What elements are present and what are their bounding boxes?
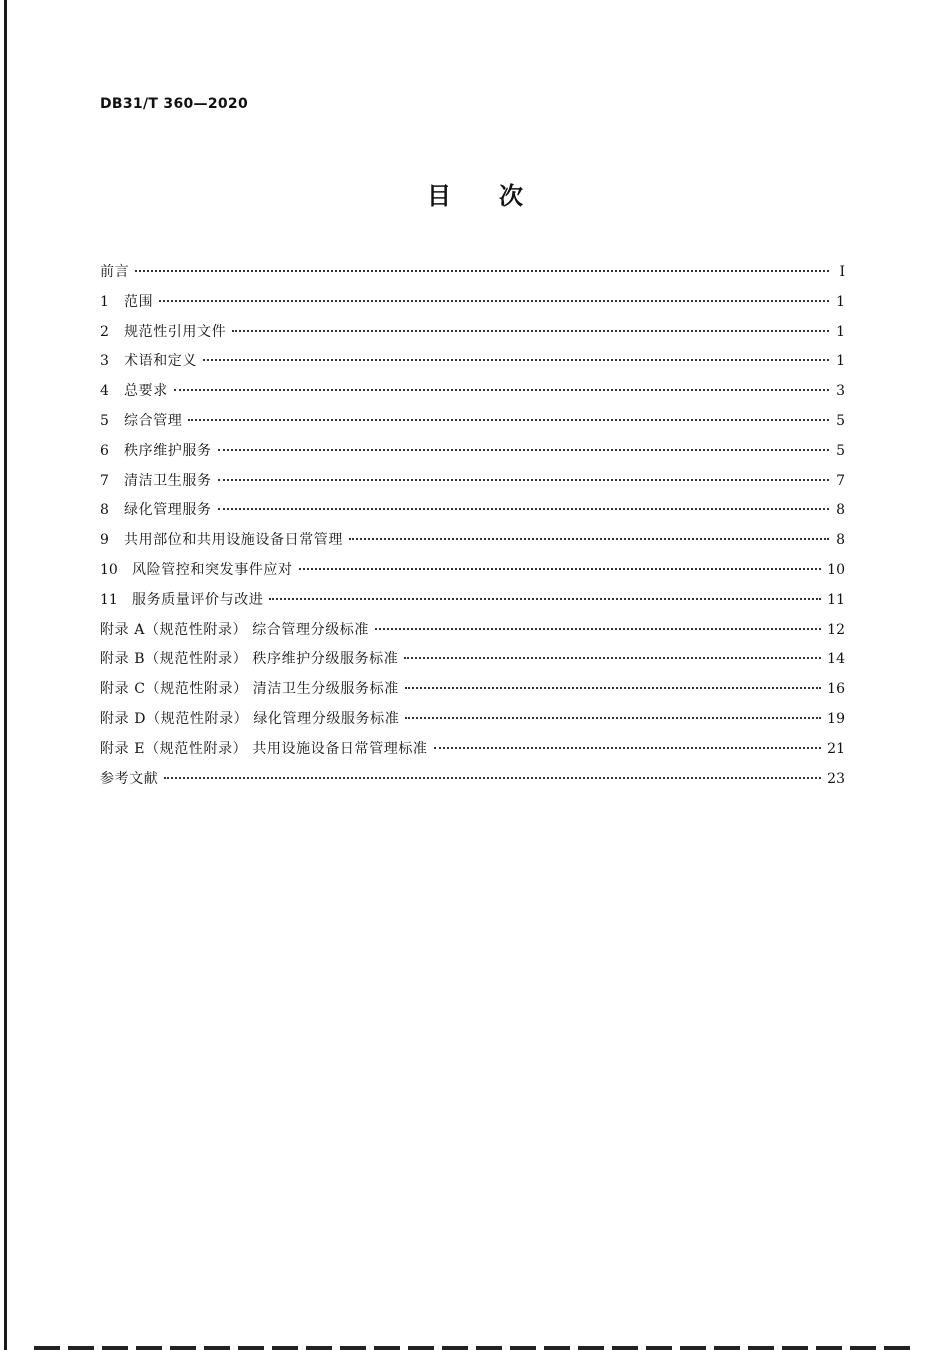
toc-entry-7[interactable]	[100, 467, 845, 497]
toc-entry-label: 附录 D（规范性附录） 绿化管理分级服务标准	[100, 710, 400, 727]
toc-leader-dots	[404, 657, 821, 659]
toc-entry-11[interactable]	[100, 586, 845, 616]
toc-entry-number: 10	[100, 561, 118, 578]
toc-entry-label: 规范性引用文件	[124, 323, 227, 340]
toc-entry-page: 1	[836, 323, 845, 340]
toc-entry-page: 8	[836, 502, 845, 519]
toc-entry-foreword[interactable]	[100, 258, 845, 288]
toc-entry-number: 2	[100, 323, 109, 340]
toc-entry-page: 21	[827, 740, 845, 757]
toc-entry-6[interactable]	[100, 437, 845, 467]
toc-leader-dots	[203, 359, 829, 361]
toc-entry-label: 术语和定义	[124, 353, 197, 370]
toc-leader-dots	[405, 717, 821, 719]
toc-leader-dots	[218, 449, 829, 451]
toc-entry-label: 附录 C（规范性附录） 清洁卫生分级服务标准	[100, 681, 399, 698]
toc-entry-label: 参考文献	[100, 770, 159, 787]
toc-entry-appendix-b[interactable]	[100, 645, 845, 675]
toc-entry-label: 秩序维护服务	[124, 442, 212, 459]
toc-entry-label: 绿化管理服务	[124, 502, 212, 519]
toc-leader-dots	[434, 747, 822, 749]
toc-entry-page: 5	[836, 442, 845, 459]
toc-entry-page: 10	[827, 561, 845, 578]
toc-entry-page: 19	[827, 710, 845, 727]
toc-leader-dots	[349, 538, 829, 540]
toc-leader-dots	[218, 508, 829, 510]
toc-entry-number: 3	[100, 353, 109, 370]
toc-entry-page: 16	[827, 681, 845, 698]
toc-entry-label: 风险管控和突发事件应对	[132, 561, 293, 578]
toc-leader-dots	[405, 687, 821, 689]
toc-leader-dots	[188, 419, 829, 421]
toc-leader-dots	[299, 568, 822, 570]
toc-entry-page: 12	[827, 621, 845, 638]
toc-entry-page: 11	[827, 591, 845, 608]
toc-entry-page: 3	[836, 383, 845, 400]
toc-entry-appendix-a[interactable]	[100, 616, 845, 646]
toc-entry-8[interactable]	[100, 496, 845, 526]
toc-entry-appendix-c[interactable]	[100, 675, 845, 705]
toc-entry-page: 14	[827, 651, 845, 668]
toc-entry-references[interactable]	[100, 765, 845, 795]
toc-entry-5[interactable]	[100, 407, 845, 437]
toc-entry-label: 前言	[100, 264, 130, 280]
toc-entry-label: 范围	[124, 293, 154, 310]
toc-entry-label: 服务质量评价与改进	[132, 591, 264, 608]
toc-entry-page: 7	[836, 472, 845, 489]
toc-entry-label: 综合管理	[124, 412, 183, 429]
toc-entry-label: 附录 B（规范性附录） 秩序维护分级服务标准	[100, 651, 399, 668]
toc-leader-dots	[218, 479, 829, 481]
toc-entry-4[interactable]	[100, 377, 845, 407]
toc-entry-appendix-d[interactable]	[100, 705, 845, 735]
toc-entry-label: 附录 A（规范性附录） 综合管理分级标准	[100, 621, 370, 638]
toc-list	[100, 258, 845, 794]
toc-leader-dots	[135, 270, 829, 272]
toc-leader-dots	[174, 389, 829, 391]
toc-entry-page: 1	[836, 293, 845, 310]
toc-entry-label: 共用部位和共用设施设备日常管理	[124, 532, 343, 549]
toc-entry-number: 9	[100, 532, 109, 549]
toc-entry-number: 5	[100, 412, 109, 429]
scan-bottom-edge	[34, 1346, 914, 1350]
toc-entry-label: 附录 E（规范性附录） 共用设施设备日常管理标准	[100, 740, 428, 757]
toc-entry-page: 5	[836, 412, 845, 429]
toc-entry-number: 11	[100, 591, 118, 608]
toc-leader-dots	[269, 598, 821, 600]
toc-entry-page: 23	[827, 770, 845, 787]
toc-entry-page: 1	[836, 353, 845, 370]
toc-entry-number: 4	[100, 383, 109, 400]
toc-leader-dots	[375, 628, 821, 630]
toc-entry-1[interactable]	[100, 288, 845, 318]
toc-entry-3[interactable]	[100, 347, 845, 377]
toc-entry-number: 8	[100, 502, 109, 519]
toc-entry-2[interactable]	[100, 318, 845, 348]
toc-entry-number: 1	[100, 293, 109, 310]
toc-entry-appendix-e[interactable]	[100, 735, 845, 765]
toc-entry-9[interactable]	[100, 526, 845, 556]
toc-leader-dots	[164, 777, 821, 779]
toc-entry-page: I	[839, 264, 845, 280]
toc-title: 目次	[427, 182, 571, 210]
toc-entry-10[interactable]	[100, 556, 845, 586]
toc-entry-number: 7	[100, 472, 109, 489]
toc-entry-page: 8	[836, 532, 845, 549]
toc-entry-label: 总要求	[124, 383, 168, 400]
toc-leader-dots	[159, 300, 829, 302]
document-code: DB31/T 360—2020	[100, 96, 248, 112]
toc-entry-label: 清洁卫生服务	[124, 472, 212, 489]
toc-leader-dots	[232, 330, 829, 332]
toc-entry-number: 6	[100, 442, 109, 459]
